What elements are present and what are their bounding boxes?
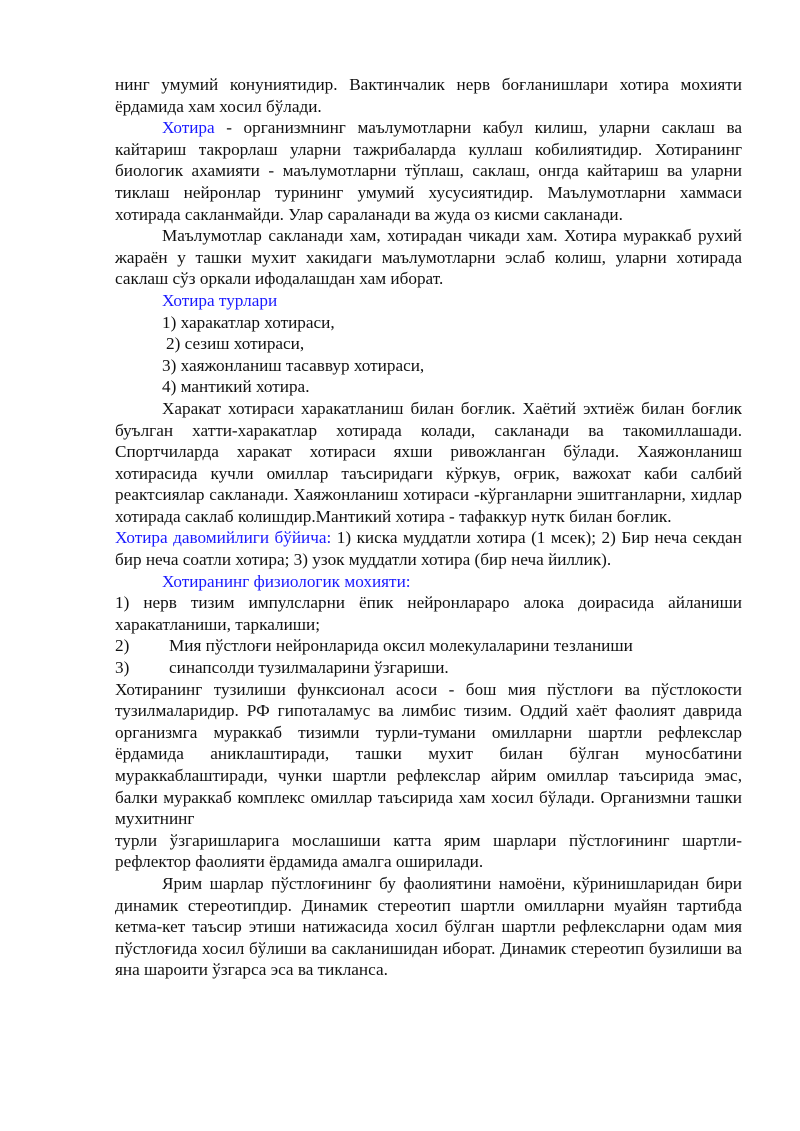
physiology-item-1: 1) нерв тизим импулсларни ёпик нейронлараро алока доирасида айланиши харакатланиши, таркалиши; xyxy=(115,593,742,634)
physiology-item-2-number: 2) xyxy=(115,636,130,656)
physiology-item-3-number: 3) xyxy=(115,658,130,678)
paragraph-adaptation: турли ўзгаришларига мослашиши катта ярим шарлари пўстлоғининг шартли-рефлектор фаолияти ёрдамида амалга оширилади. xyxy=(115,830,742,872)
physiology-item-2 xyxy=(115,635,742,657)
heading-physiology: Хотиранинг физиологик мохияти: xyxy=(162,571,411,591)
paragraph-dynamic-stereotype: Ярим шарлар пўстлоғининг бу фаолиятини намоёни, кўринишларидан бири динамик стереотипдир. Динамик стереотип шартли омилларни муайян тартибда кетма-кет таъсир этиши натижасида хосил бўлган шартли рефлексларни одам мия пўстлоғида хосил бўлиши ва сакланишидан иборат. Динамик стереотип бузилиши ва яна шароити ўзгарса эса ва тикланса. xyxy=(115,873,742,980)
memory-type-1: 1) харакатлар хотираси, xyxy=(162,312,335,332)
paragraph-duration xyxy=(115,527,742,570)
duration-text: 1) киска муддатли хотира (1 мсек); 2) Бир неча секдан бир неча соатли хотира; 3) узок муддатли хотира (бир неча йиллик). xyxy=(115,528,743,570)
paragraph-intro: нинг умумий конуниятидир. Вактинчалик нерв боғланишлари хотира мохияти ёрдамида хам хосил бўлади. xyxy=(115,75,742,116)
memory-type-2: 2) сезиш хотираси, xyxy=(166,334,305,354)
definition-text: - организмнинг маълумотларни кабул килиш, уларни саклаш ва кайтариш такрорлаш уларни тажрибаларда куллаш кобилиятидир. Хотиранинг биологик ахамияти - маълумотларни тўплаш, саклаш, онгда кайтариш ва уларни тиклаш нейронлар турининг умумий хусусиятидир. Маълумотларни хаммаси хотирада сакланмайди. Улар сараланади ва жуда оз кисми сакланади. xyxy=(115,118,742,224)
paragraph-structure: Хотиранинг тузилиши функсионал асоси - бош мия пўстлоғи ва пўстлокости тузилмаларидир. РФ гипоталамус ва лимбис тизим. Оддий хаёт фаолият даврида организмга мураккаб тизимли турли-тумани омилларни шартли рефлекслар ёрдамида аниклаштиради, ташки мухит билан бўлган муносбатини мураккаблаштиради, чунки шартли рефлекслар айрим омиллар таъсирида эмас, балки мураккаб комплекс омиллар таъсирида хам хосил бўлади. Организмни ташки мухитнинг xyxy=(115,679,742,829)
heading-memory-types: Хотира турлари xyxy=(162,290,278,310)
physiology-item-3 xyxy=(115,657,742,679)
paragraph-definition xyxy=(115,117,742,225)
physiology-item-2-text: Мия пўстлоғи нейронларида оксил молекулаларини тезланиши xyxy=(169,636,633,656)
memory-type-4: 4) мантикий хотира. xyxy=(162,377,310,397)
paragraph-memory-process: Маълумотлар сакланади хам, хотирадан чикади хам. Хотира мураккаб рухий жараён у ташки мухит хакидаги маълумотларни эслаб колиш, уларни хотирада саклаш сўз оркали ифодалашдан хам иборат. xyxy=(115,226,742,289)
heading-duration: Хотира давомийлиги бўйича: xyxy=(115,528,332,548)
physiology-item-3-text: синапсолди тузилмаларини ўзгариши. xyxy=(169,658,449,678)
memory-type-3: 3) хаяжонланиш тасаввур хотираси, xyxy=(162,355,425,375)
document-page xyxy=(115,74,742,981)
term-memory: Хотира xyxy=(162,118,215,138)
paragraph-motor-memory: Харакат хотираси харакатланиш билан боғлик. Хаётий эхтиёж билан боғлик буълган хатти-харакатлар хотирада колади, сакланади ва такомиллашади. Спортчиларда харакат хотираси яхши ривожланган бўлади. Хаяжонланиш хотирасида кучли омиллар таъсиридаги кўркув, оғрик, важохат каби салбий реактсиялар сакланади. Хаяжонланиш хотираси -кўрганларни эшитганларни, хидлар хотирада саклаб колишдир.Мантикий хотира - тафаккур нутк билан боғлик. xyxy=(115,398,742,526)
